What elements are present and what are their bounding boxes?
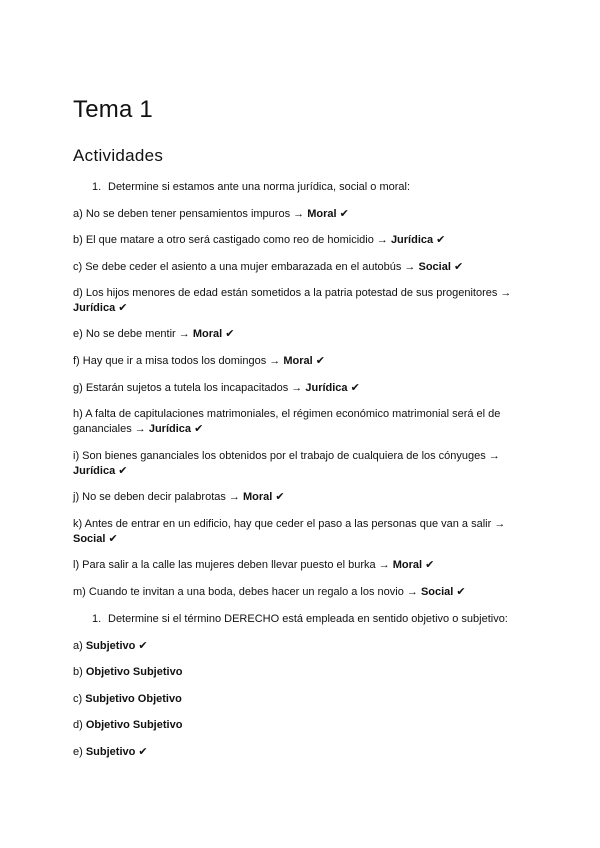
answer-item-2b xyxy=(73,665,533,680)
item-answer: Jurídica xyxy=(73,302,116,314)
check-icon: ✔ xyxy=(433,234,446,246)
check-icon: ✔ xyxy=(191,423,204,435)
item-text: c) Se debe ceder el asiento a una mujer embarazada en el autobús → xyxy=(73,261,419,273)
item-text: a) No se deben tener pensamientos impuros → xyxy=(73,208,308,220)
check-icon: ✔ xyxy=(272,491,285,503)
check-icon: ✔ xyxy=(115,302,128,314)
item-answer: Subjetivo xyxy=(85,746,136,758)
item-answer: Jurídica xyxy=(390,234,434,246)
answer-item-2c xyxy=(73,692,533,707)
answer-item-j xyxy=(73,490,533,505)
item-answer: Moral xyxy=(192,328,223,340)
item-answer: Moral xyxy=(242,491,273,503)
check-icon: ✔ xyxy=(453,586,466,598)
check-icon: ✔ xyxy=(450,261,464,273)
check-icon: ✔ xyxy=(222,328,235,340)
item-answer: Jurídica xyxy=(305,382,348,394)
answer-item-i xyxy=(73,449,533,479)
item-answer: Jurídica xyxy=(148,423,192,435)
item-text: g) Estarán sujetos a tutela los incapacitados → xyxy=(73,382,306,394)
check-icon: ✔ xyxy=(115,465,128,477)
answer-item-a xyxy=(73,207,533,222)
answer-item-k xyxy=(73,517,533,547)
question-text: Determine si estamos ante una norma jurídica, social o moral: xyxy=(108,181,411,193)
page-title: Tema 1 xyxy=(73,96,153,123)
item-answer: Moral xyxy=(283,355,313,367)
check-icon: ✔ xyxy=(336,208,349,220)
item-text: f) Hay que ir a misa todos los domingos → xyxy=(73,355,284,367)
answer-item-g xyxy=(73,381,533,396)
question-2 xyxy=(92,612,532,627)
item-text: c) xyxy=(73,693,86,705)
item-text: l) Para salir a la calle las mujeres deben llevar puesto el burka → xyxy=(73,559,393,571)
item-answer: Social xyxy=(418,261,451,273)
check-icon: ✔ xyxy=(135,640,148,652)
item-answer: Objetivo Subjetivo xyxy=(85,666,183,678)
question-text: Determine si el término DERECHO está empleada en sentido objetivo o subjetivo: xyxy=(108,613,508,625)
answer-item-d xyxy=(73,286,533,316)
answer-item-2e xyxy=(73,745,533,760)
answer-item-f xyxy=(73,354,533,369)
item-answer: Social xyxy=(73,533,106,545)
list-number: 1. xyxy=(92,181,102,193)
item-text: h) A falta de capitulaciones matrimoniales, el régimen económico matrimonial será el de gananciales → xyxy=(73,408,501,435)
item-text: m) Cuando te invitan a una boda, debes hacer un regalo a los novio → xyxy=(73,586,421,598)
item-answer: Moral xyxy=(392,559,423,571)
section-heading: Actividades xyxy=(73,146,164,165)
check-icon: ✔ xyxy=(105,533,118,545)
item-answer: Jurídica xyxy=(73,465,116,477)
item-text: j) No se deben decir palabrotas → xyxy=(73,491,243,503)
answer-item-c xyxy=(73,260,533,275)
item-text: d) Los hijos menores de edad están sometidos a la patria potestad de sus progenitores → xyxy=(73,287,512,299)
check-icon: ✔ xyxy=(422,559,435,571)
answer-item-m xyxy=(73,585,533,600)
check-icon: ✔ xyxy=(312,355,325,367)
item-text: d) xyxy=(73,719,86,731)
question-1 xyxy=(92,180,532,195)
item-text: a) xyxy=(73,640,86,652)
item-text: i) Son bienes gananciales los obtenidos por el trabajo de cualquiera de los cónyuges → xyxy=(73,450,500,462)
answer-item-h xyxy=(73,407,533,437)
check-icon: ✔ xyxy=(135,746,148,758)
item-answer: Objetivo Subjetivo xyxy=(85,719,183,731)
list-number: 1. xyxy=(92,613,102,625)
answer-item-2a xyxy=(73,639,533,654)
answer-item-2d xyxy=(73,718,533,733)
answer-item-l xyxy=(73,558,533,573)
item-text: b) xyxy=(73,666,86,678)
item-answer: Social xyxy=(420,586,454,598)
item-text: e) No se debe mentir → xyxy=(73,328,193,340)
item-answer: Moral xyxy=(307,208,337,220)
item-answer: Subjetivo Objetivo xyxy=(85,693,182,705)
item-answer: Subjetivo xyxy=(85,640,136,652)
item-text: k) Antes de entrar en un edificio, hay que ceder el paso a las personas que van a salir → xyxy=(73,518,506,530)
answer-item-b xyxy=(73,233,533,248)
answer-item-e xyxy=(73,327,533,342)
item-text: e) xyxy=(73,746,86,758)
check-icon: ✔ xyxy=(347,382,360,394)
item-text: b) El que matare a otro será castigado como reo de homicidio → xyxy=(73,234,391,246)
